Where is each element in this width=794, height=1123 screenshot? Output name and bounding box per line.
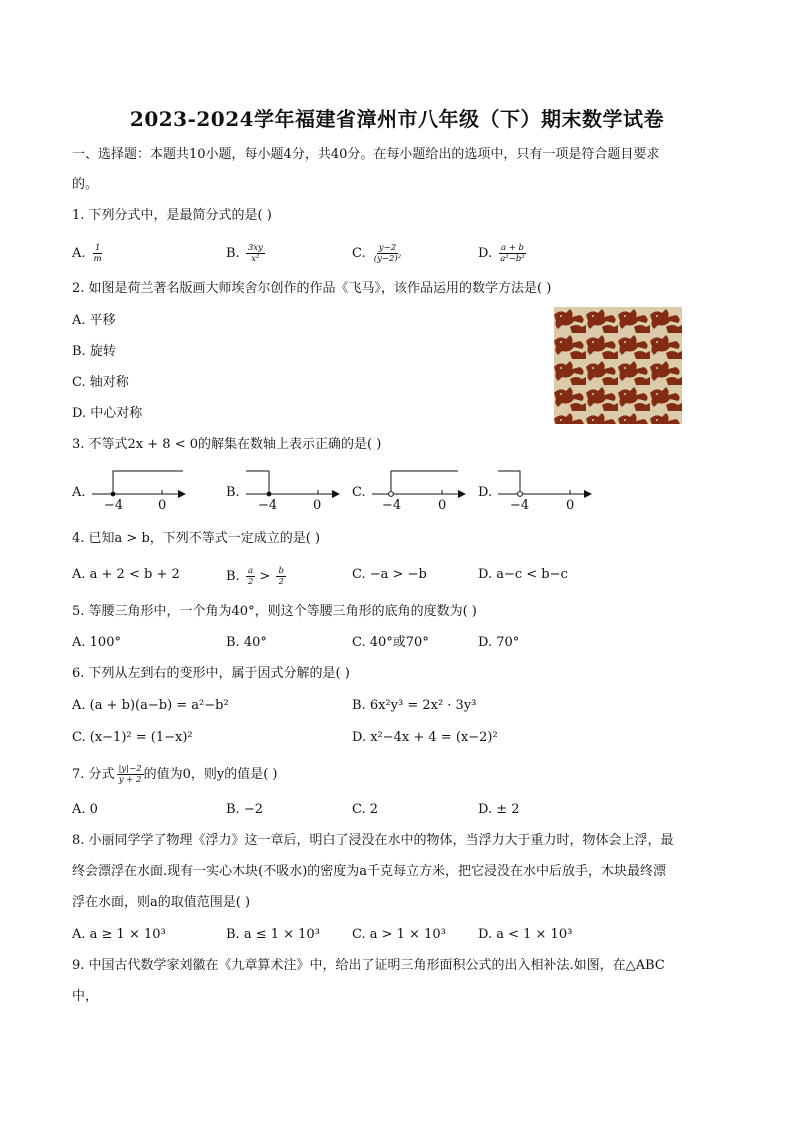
q3-option-a-label[interactable]: A. (72, 485, 86, 500)
q5-stem: 5. 等腰三角形中，一个角为40°，则这个等腰三角形的底角的度数为( ) (72, 604, 477, 619)
q4-option-b[interactable] (226, 566, 286, 587)
q1-option-b[interactable] (226, 243, 265, 264)
q2-option-b[interactable]: B. 旋转 (72, 344, 116, 359)
q3-option-d-label[interactable]: D. (478, 485, 493, 500)
q3-a-tick-neg4: −4 (104, 498, 124, 513)
q5-option-c[interactable]: C. 40°或70° (352, 635, 429, 650)
section-header-line2: 的。 (72, 177, 99, 192)
q2-option-c[interactable]: C. 轴对称 (72, 375, 129, 390)
q3-b-tick-0: 0 (313, 498, 322, 513)
q1-option-a[interactable] (72, 243, 104, 264)
q3-stem: 3. 不等式2x + 8 < 0的解集在数轴上表示正确的是( ) (72, 437, 382, 452)
q8-stem-line1: 8. 小丽同学学了物理《浮力》这一章后，明白了浸没在水中的物体，当浮力大于重力时，物体会上浮，最 (72, 833, 674, 848)
q1-option-c-fraction: $\frac{y-2}{\text{(y−2)²}}$ (373, 243, 402, 264)
q4-option-c[interactable]: C. −a > −b (352, 567, 427, 582)
q7-stem-post: 的值为0，则y的值是( ) (143, 767, 278, 782)
q1-stem: 1. 下列分式中，是最简分式的是( ) (72, 208, 272, 223)
q5-option-a[interactable]: A. 100° (72, 635, 121, 650)
q2-stem: 2. 如图是荷兰著名版画大师埃舍尔创作的作品《飞马》，该作品运用的数学方法是( ) (72, 281, 552, 296)
q7-stem-pre: 7. 分式 (72, 767, 115, 782)
escher-flying-horse-image (554, 307, 682, 424)
q6-option-b[interactable]: B. 6x²y³ = 2x² · 3y³ (352, 698, 477, 713)
q6-option-a[interactable]: A. (a + b)(a−b) = a²−b² (72, 698, 229, 713)
q3-b-tick-neg4: −4 (258, 498, 278, 513)
q2-option-a[interactable]: A. 平移 (72, 313, 116, 328)
q3-d-tick-0: 0 (566, 498, 575, 513)
q7-option-b[interactable]: B. −2 (226, 802, 263, 817)
q7-stem (72, 764, 278, 785)
q1-option-c[interactable] (352, 243, 403, 264)
q8-stem-line3: 浮在水面，则a的取值范围是( ) (72, 895, 251, 910)
q9-stem-line1: 9. 中国古代数学家刘徽在《九章算术注》中，给出了证明三角形面积公式的出入相补法.如图，在△ABC (72, 958, 665, 973)
q1-option-d-label: D. (478, 246, 493, 261)
q6-option-d[interactable]: D. x²−4x + 4 = (x−2)² (352, 730, 498, 745)
q3-a-tick-0: 0 (158, 498, 167, 513)
q1-option-d-fraction: $\frac{a + b}{\text{a²−b²}}$ (500, 243, 525, 264)
q8-option-d[interactable]: D. a < 1 × 10³ (478, 927, 573, 942)
q3-option-c-label[interactable]: C. (352, 485, 366, 500)
q1-option-c-label: C. (352, 246, 366, 261)
q2-option-d[interactable]: D. 中心对称 (72, 406, 143, 421)
q4-stem: 4. 已知a > b，下列不等式一定成立的是( ) (72, 531, 321, 546)
section-header-line1: 一、选择题：本题共10小题，每小题4分，共40分。在每小题给出的选项中，只有一项是符合题目要求 (72, 147, 660, 162)
q7-fraction: $\frac{|y|-2}{y + 2}$ (118, 764, 142, 785)
q1-option-b-fraction: $\frac{3xy}{\text{x²}}$ (247, 243, 263, 264)
q3-d-tick-neg4: −4 (510, 498, 530, 513)
q8-stem-line2: 终会漂浮在水面.现有一实心木块(不吸水)的密度为a千克每立方米，把它浸没在水中后放手，木块最终漂 (72, 864, 667, 879)
q1-option-d[interactable] (478, 243, 527, 264)
q5-option-d[interactable]: D. 70° (478, 635, 520, 650)
q7-option-d[interactable]: D. ± 2 (478, 802, 520, 817)
q3-option-b-label[interactable]: B. (226, 485, 240, 500)
q4-option-b-frac-left: $\frac{a}{2}$ (247, 566, 254, 587)
q1-option-b-label: B. (226, 246, 240, 261)
q6-option-c[interactable]: C. (x−1)² = (1−x)² (72, 730, 193, 745)
q7-option-c[interactable]: C. 2 (352, 802, 379, 817)
q8-option-a[interactable]: A. a ≥ 1 × 10³ (72, 927, 166, 942)
q4-option-a[interactable]: A. a + 2 < b + 2 (72, 567, 180, 582)
q8-option-c[interactable]: C. a > 1 × 10³ (352, 927, 446, 942)
q4-option-b-operator: > (259, 569, 271, 584)
page-title: 2023-2024学年福建省漳州市八年级（下）期末数学试卷 (129, 107, 665, 131)
q1-option-a-label: A. (72, 246, 86, 261)
q4-option-b-label: B. (226, 569, 240, 584)
q6-stem: 6. 下列从左到右的变形中，属于因式分解的是( ) (72, 666, 350, 681)
q4-option-d[interactable]: D. a−c < b−c (478, 567, 568, 582)
q8-option-b[interactable]: B. a ≤ 1 × 10³ (226, 927, 320, 942)
q3-c-tick-neg4: −4 (382, 498, 402, 513)
q7-option-a[interactable]: A. 0 (72, 802, 98, 817)
q3-c-tick-0: 0 (438, 498, 447, 513)
q1-option-a-fraction: $\frac{1}{m}$ (93, 243, 102, 264)
q9-stem-line2: 中， (72, 989, 99, 1004)
q4-option-b-frac-right: $\frac{b}{2}$ (278, 566, 284, 587)
q5-option-b[interactable]: B. 40° (226, 635, 267, 650)
